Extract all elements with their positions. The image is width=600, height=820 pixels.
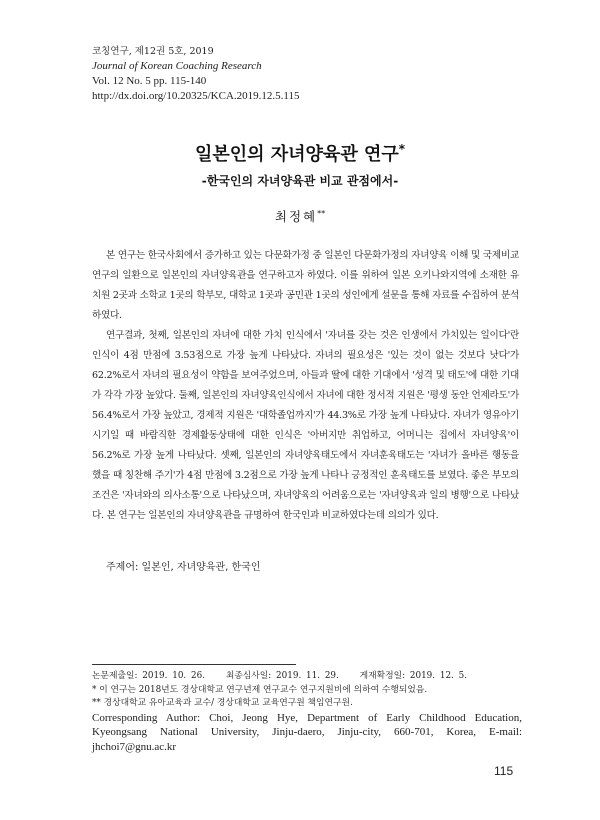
author-footnote-mark: ** <box>317 208 326 218</box>
title-text: 일본인의 자녀양육관 연구 <box>194 144 399 165</box>
author-line <box>0 207 600 225</box>
submission-dates <box>92 670 522 684</box>
footnote-divider <box>92 664 296 665</box>
title-footnote-mark: * <box>398 142 406 156</box>
author-name: 최정혜 <box>274 209 318 224</box>
journal-english-name: Journal of Korean Coaching Research <box>92 60 262 72</box>
keywords: 주제어: 일본인, 자녀양육관, 한국인 <box>106 562 261 573</box>
affiliation-note: ** 경상대학교 유아교육과 교수/ 경상대학교 교육연구원 책임연구원. <box>92 698 353 708</box>
abstract-paragraph-2: 연구결과, 첫째, 일본인의 자녀에 대한 가치 인식에서 '자녀를 갖는 것은 인생에서 가치있는 일이다'란 인식이 4점 만점에 3.53점으로 가장 높게 나타났다. 자녀의 필요성은 '있는 것이 없는 것보다 낫다'가 62.2%로서 자녀의 필요성이 약함을 보여주었으며, 아들과 딸에 대한 기대에서 '성격 및 태도'에 대한 기대가 각각 가장 높았다. 둘째, 일본인의 자녀양육인식에서 자녀에 대한 정서적 지원은 '평생 동안 언제라도'가 56.4%로서 가장 높았고, 경제적 지원은 '대학졸업까지'가 44.3%로 가장 높게 나타났다. 자녀가 영유아기 시기일 때 바람직한 경제활동상태에 대한 인식은 '아버지만 취업하고, 어머니는 집에서 자녀양육'이 56.2%로 가장 높게 나타났다. 셋째, 일본인의 자녀양육태도에서 자녀훈육태도는 '자녀가 올바른 행동을 했을 때 칭찬해 주기'가 4점 만점에 3.2점으로 가장 높게 나타나 긍정적인 훈육태도를 보였다. 좋은 부모의 조건은 '자녀와의 의사소통'으로 나타났으며, 자녀양육의 어려움으로는 '자녀양육과 일의 병행'으로 나타났다. 본 연구는 일본인의 자녀양육관을 규명하여 한국인과 비교하였다는데 의의가 있다. <box>92 330 519 521</box>
journal-header <box>92 44 299 104</box>
paper-title <box>0 140 600 166</box>
page-number: 115 <box>494 764 514 778</box>
doi-link[interactable]: http://dx.doi.org/10.20325/KCA.2019.12.5.115 <box>92 90 300 102</box>
received-date: 논문제출일: 2019. 10. 26. <box>92 671 206 681</box>
revised-date: 최종심사일: 2019. 11. 29. <box>225 671 339 681</box>
abstract-paragraph-1: 본 연구는 한국사회에서 증가하고 있는 다문화가정 중 일본인 다문화가정의 자녀양육 이해 및 국제비교 연구의 일환으로 일본인의 자녀양육관을 연구하고자 하였다. 이를 위하여 일본 오키나와지역에 소재한 유치원 2곳과 소학교 1곳의 학부모, 대학교 1곳과 공민관 1곳의 성인에게 설문을 통해 자료를 수집하여 분석하였다. <box>92 250 519 321</box>
journal-korean-line: 코칭연구, 제12권 5호, 2019 <box>92 46 214 57</box>
corresponding-author: Corresponding Author: Choi, Jeong Hye, Department of Early Childhood Education, Kyeongsang National University, Jinju-daero, Jinju-city, 660-701, Korea, E-mail: jhchoi7@gnu.ac.kr <box>92 711 522 753</box>
footnotes <box>92 670 522 754</box>
abstract <box>92 246 519 526</box>
paper-subtitle: -한국인의 자녀양육관 비교 관점에서- <box>201 174 399 188</box>
funding-note: * 이 연구는 2018년도 경상대학교 연구년제 연구교수 연구지원비에 의하여 수행되었음. <box>92 684 428 695</box>
accepted-date: 게재확정일: 2019. 12. 5. <box>359 671 468 681</box>
volume-line: Vol. 12 No. 5 pp. 115-140 <box>92 75 207 87</box>
